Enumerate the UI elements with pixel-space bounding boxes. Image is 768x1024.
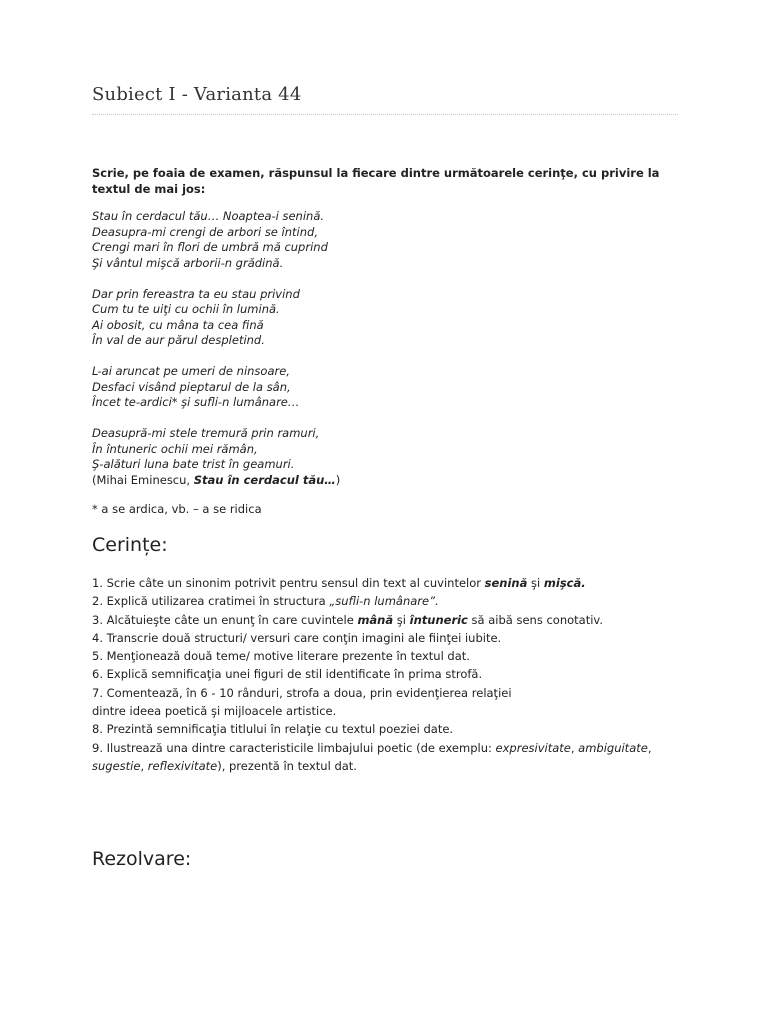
rezolvare-heading: Rezolvare: <box>92 848 192 870</box>
footnote: * a se ardica, vb. – a se ridica <box>92 502 262 516</box>
requirement-7-line-1: 7. Comentează, în 6 - 10 rânduri, strofa a doua, prin evidenţierea relaţiei <box>92 685 512 700</box>
req-example: ambiguitate <box>578 740 648 755</box>
source-title: Stau în cerdacul tău… <box>193 472 336 487</box>
req-example: reflexivitate <box>147 758 218 773</box>
poem-stanza-4 <box>92 426 672 488</box>
req-example: expresivitate <box>495 740 571 755</box>
req-text: şi <box>393 612 410 627</box>
poem-verse: Cum tu te uiţi cu ochii în lumină. <box>92 302 280 316</box>
req-keyword: mână <box>357 612 394 627</box>
source-prefix: (Mihai Eminescu, <box>92 472 194 487</box>
req-text: , <box>570 740 579 755</box>
page-title: Subiect I - Varianta 44 <box>92 84 302 105</box>
req-keyword: mişcă. <box>543 576 586 590</box>
cerinte-heading: Cerințe: <box>92 534 168 556</box>
task-instructions: Scrie, pe foaia de examen, răspunsul la fiecare dintre următoarele cerinţe, cu privire la textul de mai jos: <box>92 166 660 196</box>
poem <box>92 209 672 488</box>
poem-verse: L-ai aruncat pe umeri de ninsoare, <box>92 364 290 378</box>
requirement-1 <box>92 574 682 592</box>
poem-verse: Desfaci visând pieptarul de la sân, <box>92 379 291 394</box>
requirement-9-line-1 <box>92 739 682 757</box>
requirement-6: 6. Explică semnificaţia unei figuri de stil identificate în prima strofă. <box>92 667 483 682</box>
requirement-5: 5. Menţionează două teme/ motive literare prezente în textul dat. <box>92 649 470 664</box>
poem-verse: Şi vântul mişcă arborii-n grădină. <box>92 255 284 270</box>
poem-stanza-2 <box>92 287 672 349</box>
req-text: 3. Alcătuieşte câte un enunţ în care cuvintele <box>92 612 358 627</box>
req-text: să aibă sens conotativ. <box>467 612 603 627</box>
poem-verse: Dar prin fereastra ta eu stau privind <box>92 286 300 301</box>
poem-verse: În val de aur părul despletind. <box>92 333 265 347</box>
poem-verse: Stau în cerdacul tău… Noaptea-i senină. <box>92 209 325 223</box>
source-suffix: ) <box>335 472 341 487</box>
poem-verse: Crengi mari în flori de umbră mă cuprind <box>92 240 328 254</box>
req-text: ), prezentă în textul dat. <box>217 758 357 773</box>
poem-source <box>92 473 672 489</box>
poem-verse: În întuneric ochii mei rămân, <box>92 441 258 456</box>
requirement-3 <box>92 611 682 629</box>
req-text: 9. Ilustrează una dintre caracteristicile limbajului poetic (de exemplu: <box>92 740 496 755</box>
requirement-4: 4. Transcrie două structuri/ versuri care conţin imagini ale fiinţei iubite. <box>92 630 502 645</box>
req-keyword: senină <box>484 576 528 590</box>
poem-stanza-1 <box>92 209 672 271</box>
req-quote: „sufli-n lumânare”. <box>329 594 439 609</box>
req-text: 1. Scrie câte un sinonim potrivit pentru sensul din text al cuvintelor <box>92 576 485 590</box>
poem-verse: Deasupra-mi crengi de arbori se întind, <box>92 224 318 239</box>
req-text: , <box>140 758 148 773</box>
req-text: , <box>647 740 652 755</box>
requirements-list <box>92 574 682 775</box>
poem-verse: Deasupră-mi stele tremură prin ramuri, <box>92 426 320 440</box>
req-keyword: întuneric <box>409 612 468 627</box>
requirement-8: 8. Prezintă semnificaţia titlului în relaţie cu textul poeziei date. <box>92 722 454 737</box>
title-divider <box>92 114 678 115</box>
poem-stanza-3 <box>92 364 672 411</box>
requirement-7-line-2: dintre ideea poetică şi mijloacele artistice. <box>92 704 337 719</box>
requirement-9-line-2 <box>92 757 682 775</box>
req-text: şi <box>527 576 544 590</box>
poem-verse: Încet te-ardici* şi sufli-n lumânare… <box>92 395 300 409</box>
req-example: sugestie <box>92 758 141 773</box>
requirement-2 <box>92 592 682 610</box>
poem-verse: Ş-alături luna bate trist în geamuri. <box>92 457 295 471</box>
poem-verse: Ai obosit, cu mâna ta cea fină <box>92 317 264 332</box>
req-text: 2. Explică utilizarea cratimei în structura <box>92 594 330 609</box>
